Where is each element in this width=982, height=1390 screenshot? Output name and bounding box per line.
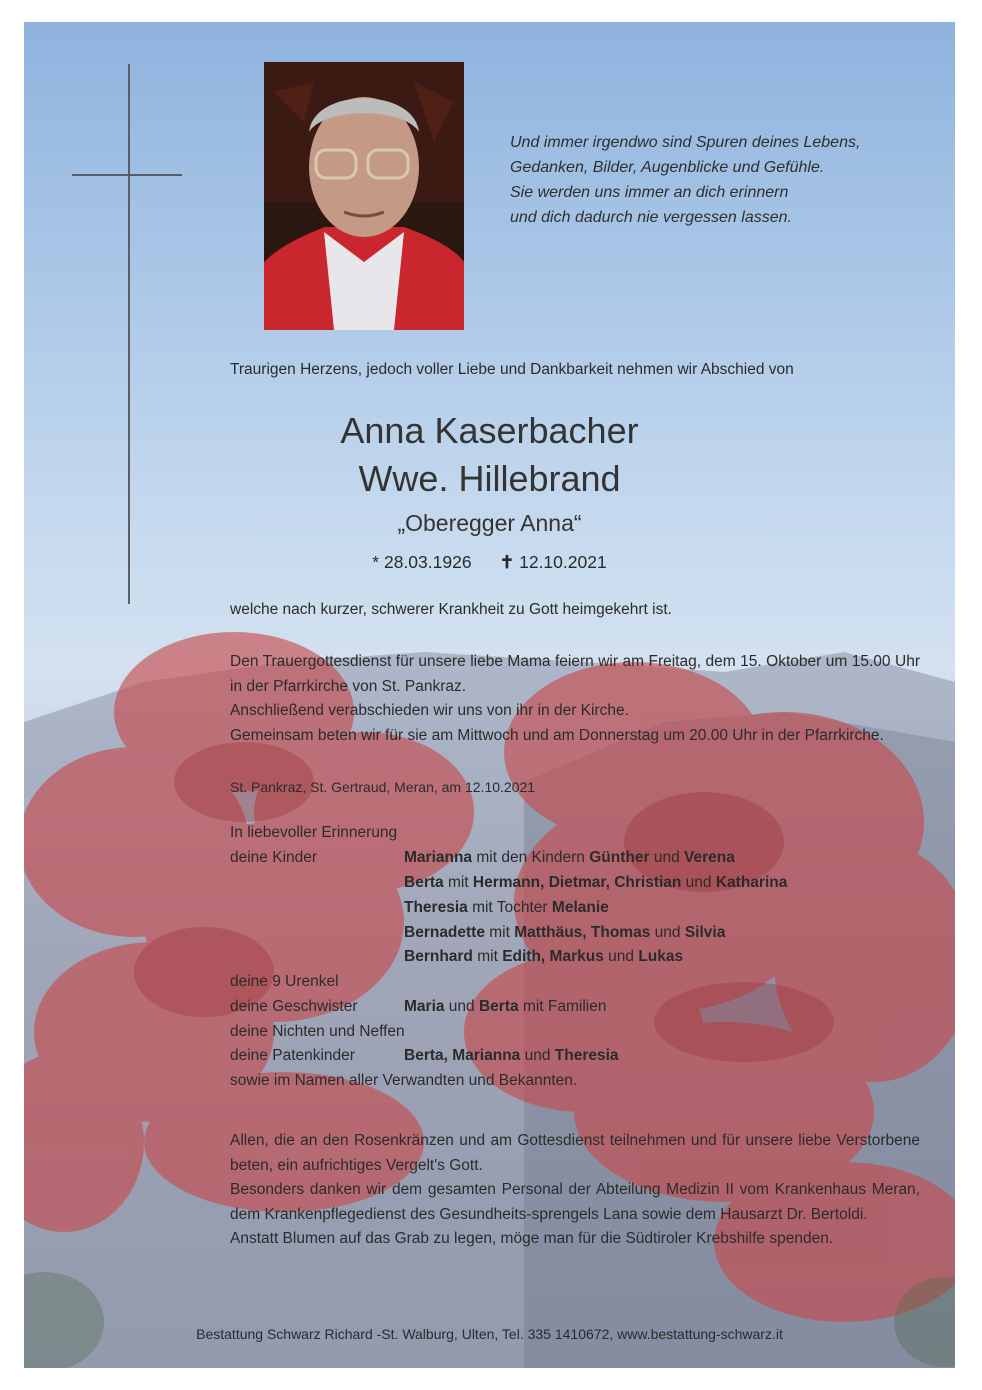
family-connector-text: und xyxy=(649,849,685,866)
family-member-name: Theresia xyxy=(554,1047,619,1064)
family-member-name: Melanie xyxy=(551,899,609,916)
family-connector-text: mit Familien xyxy=(518,998,607,1015)
portrait-photo xyxy=(264,62,464,330)
family-member-name: Katharina xyxy=(715,874,788,891)
family-member-name: Berta xyxy=(478,998,519,1015)
place-and-date: St. Pankraz, St. Gertraud, Meran, am 12.10.2021 xyxy=(230,779,536,795)
family-member-name: Edith, Markus xyxy=(502,948,604,965)
family-member-name: Hermann, Dietmar, Christian xyxy=(472,874,682,891)
family-member-name: Lukas xyxy=(638,948,684,965)
family-connector-text: mit den Kindern xyxy=(472,849,590,866)
family-member-name: Matthäus, Thomas xyxy=(514,924,651,941)
child-line xyxy=(404,948,683,966)
poem-line: Und immer irgendwo sind Spuren deines Lebens, xyxy=(510,134,861,151)
siblings-line xyxy=(404,998,606,1016)
family-member-name: Günther xyxy=(589,849,650,866)
memorial-poem xyxy=(510,130,930,230)
deceased-name: Anna Kaserbacher xyxy=(340,410,639,451)
obituary-card xyxy=(24,22,955,1368)
child-line xyxy=(404,924,725,942)
funeral-service-info xyxy=(230,650,920,748)
family-connector-text: mit Tochter xyxy=(467,899,552,916)
family-member-name: Bernadette xyxy=(404,924,485,941)
family-member-name: Verena xyxy=(684,849,735,866)
family-member-name: Berta xyxy=(404,874,444,891)
life-dates xyxy=(24,552,955,573)
family-connector-text: und xyxy=(603,948,639,965)
thanks-paragraph: Besonders danken wir dem gesamten Personal der Abteilung Medizin II vom Krankenhaus Meran, dem Krankenpflegedienst des Gesundheits-sprengels Lana sowie dem Hausarzt Dr. Bertoldi. xyxy=(230,1181,920,1223)
great-grandchildren: deine 9 Urenkel xyxy=(230,973,339,990)
family-connector-text: und xyxy=(650,924,685,941)
family-member-name: Berta, Marianna xyxy=(404,1047,521,1064)
thanks-paragraph: Allen, die an den Rosenkränzen und am Gottesdienst teilnehmen und für unsere liebe Verstorbene beten, ein aufrichtiges Vergelt's Gott. xyxy=(230,1132,920,1174)
poem-line: Sie werden uns immer an dich erinnern xyxy=(510,184,789,201)
family-connector-text: mit xyxy=(443,874,473,891)
family-connector-text: und xyxy=(681,874,716,891)
family-member-name: Silvia xyxy=(684,924,726,941)
child-line xyxy=(404,849,735,867)
family-member-name: Maria xyxy=(404,998,445,1015)
poem-line: Gedanken, Bilder, Augenblicke und Gefühle. xyxy=(510,159,825,176)
family-member-name: Bernhard xyxy=(404,948,473,965)
dagger-icon: ✝ xyxy=(499,552,515,572)
funeral-home-footer: Bestattung Schwarz Richard -St. Walburg, Ulten, Tel. 335 1410672, www.bestattung-schwarz.it xyxy=(196,1326,783,1342)
child-line xyxy=(404,874,787,892)
thanks-section xyxy=(230,1129,920,1252)
death-date: 12.10.2021 xyxy=(519,552,607,572)
family-connector-text: und xyxy=(444,998,479,1015)
nieces-nephews: deine Nichten und Neffen xyxy=(230,1023,405,1040)
family-heading: In liebevoller Erinnerung xyxy=(230,824,398,841)
children-label: deine Kinder xyxy=(230,849,318,866)
family-closing: sowie im Namen aller Verwandten und Bekannten. xyxy=(230,1072,578,1089)
deceased-nickname: „Oberegger Anna“ xyxy=(397,510,582,536)
poem-line: und dich dadurch nie vergessen lassen. xyxy=(510,209,792,226)
child-line xyxy=(404,899,609,917)
birth-date: * 28.03.1926 xyxy=(372,552,472,572)
service-paragraph: Anschließend verabschieden wir uns von ihr in der Kirche. xyxy=(230,702,629,719)
family-member-name: Theresia xyxy=(404,899,468,916)
family-member-name: Marianna xyxy=(404,849,473,866)
mourning-line: welche nach kurzer, schwerer Krankheit zu Gott heimgekehrt ist. xyxy=(230,601,672,618)
intro-text: Traurigen Herzens, jedoch voller Liebe und Dankbarkeit nehmen wir Abschied von xyxy=(230,361,794,378)
thanks-paragraph: Anstatt Blumen auf das Grab zu legen, möge man für die Südtiroler Krebshilfe spenden. xyxy=(230,1230,834,1247)
family-connector-text: und xyxy=(520,1047,555,1064)
siblings-label: deine Geschwister xyxy=(230,998,358,1015)
deceased-widow-name: Wwe. Hillebrand xyxy=(358,458,621,499)
service-paragraph: Gemeinsam beten wir für sie am Mittwoch und am Donnerstag um 20.00 Uhr in der Pfarrkirche. xyxy=(230,726,884,744)
service-paragraph: Den Trauergottesdienst für unsere liebe Mama feiern wir am Freitag, dem 15. Oktober um 15.00 Uhr in der Pfarrkirche von St. Pankraz. xyxy=(230,653,920,695)
godchildren-line xyxy=(404,1047,619,1065)
memorial-cross-horizontal xyxy=(72,174,182,176)
godchildren-label: deine Patenkinder xyxy=(230,1047,355,1064)
family-connector-text: mit xyxy=(472,948,503,965)
family-connector-text: mit xyxy=(484,924,515,941)
